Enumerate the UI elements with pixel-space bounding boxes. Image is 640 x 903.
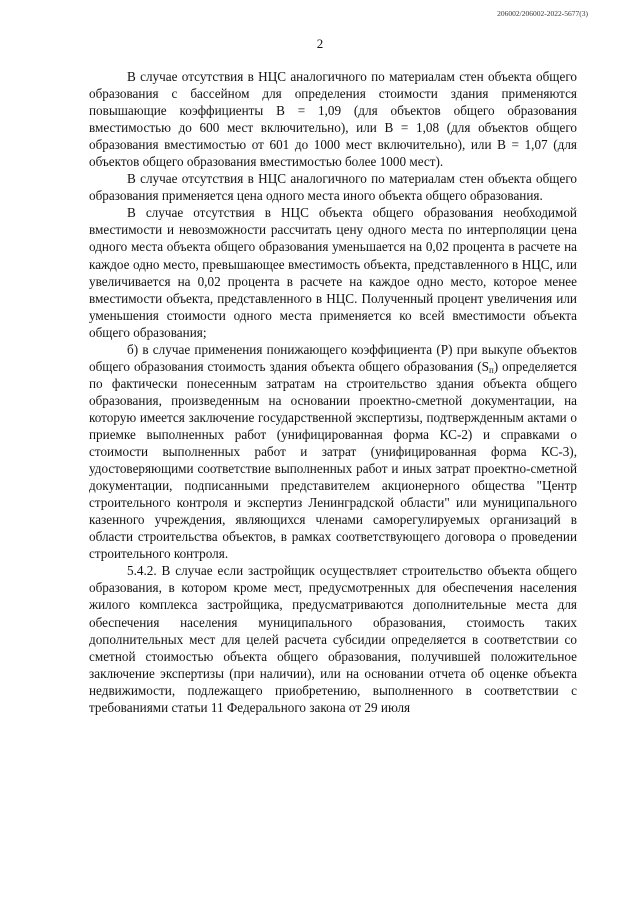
document-id: 206002/206002-2022-5677(3) xyxy=(497,9,588,18)
paragraph-5-4-2: 5.4.2. В случае если застройщик осуществляет строительство объекта общего образования, в котором кроме мест, предусмотренных для обеспечения населения жилого комплекса застройщика, предусматриваются дополнительные места для обеспечения населения муниципального образования, стоимость таких дополнительных мест для целей расчета субсидии определяется в соответствии со сметной стоимостью объекта общего образования, получившей положительное заключение экспертизы (при наличии), или на основании отчета об оценке объекта недвижимости, подлежащего приобретению, выполненного в соответствии с требованиями статьи 11 Федерального закона от 29 июля xyxy=(89,563,577,715)
document-body xyxy=(89,68,577,716)
subscript-n: п xyxy=(488,364,494,375)
paragraph-capacity-adjustment: В случае отсутствия в НЦС объекта общего образования необходимой вместимости и невозможности рассчитать цену одного места по интерполяции цена одного места объекта общего образования уменьшается на 0,02 процента в расчете на каждое одно место, превышающее вместимость объекта, представленного в НЦС, или увеличивается на 0,02 процента в расчете на каждое одно место, которое менее вместимости объекта, представленного в НЦС. Полученный процент увеличения или уменьшения стоимости одного места применяется ко всей вместимости объекта общего образования; xyxy=(89,205,577,340)
page-number: 2 xyxy=(316,36,324,51)
paragraph-pool-coefficients: В случае отсутствия в НЦС аналогичного по материалам стен объекта общего образования с бассейном для определения стоимости здания применяются повышающие коэффициенты В = 1,09 (для объектов общего образования вместимостью до 600 мест включительно), или В = 1,08 (для объектов общего образования вместимостью от 601 до 1000 мест включительно), или В = 1,07 (для объектов общего образования вместимостью более 1000 мест). xyxy=(89,69,577,170)
paragraph-b-text-end: ) определяется по фактически понесенным затратам на строительство здания объекта общего образования, произведенным на основании проектно-сметной документации, на которую имеется заключение государственной экспертизы, подтвержденным актами о приемке выполненных работ (унифицированная форма КС-2) и справками о стоимости выполненных работ и затрат (унифицированная форма КС-3), удостоверяющими соответствие выполненных работ и иных затрат проектно-сметной документации, подписанными представителем акционерного общества "Центр строительного контроля и экспертиз Ленинградской области" или муниципального казенного учреждения, являющихся членами саморегулируемых организаций в области строительства объектов, в рамках соответствующего договора о проведении строительного контроля. xyxy=(89,358,577,562)
paragraph-reduction-coefficient xyxy=(89,341,577,563)
paragraph-other-object-price: В случае отсутствия в НЦС аналогичного по материалам стен объекта общего образования применяется цена одного места иного объекта общего образования. xyxy=(89,171,577,204)
paragraph-b-text-start: б) в случае применения понижающего коэффициента (Р) при выкупе объектов общего образования стоимость здания объекта общего образования (S xyxy=(89,341,577,374)
